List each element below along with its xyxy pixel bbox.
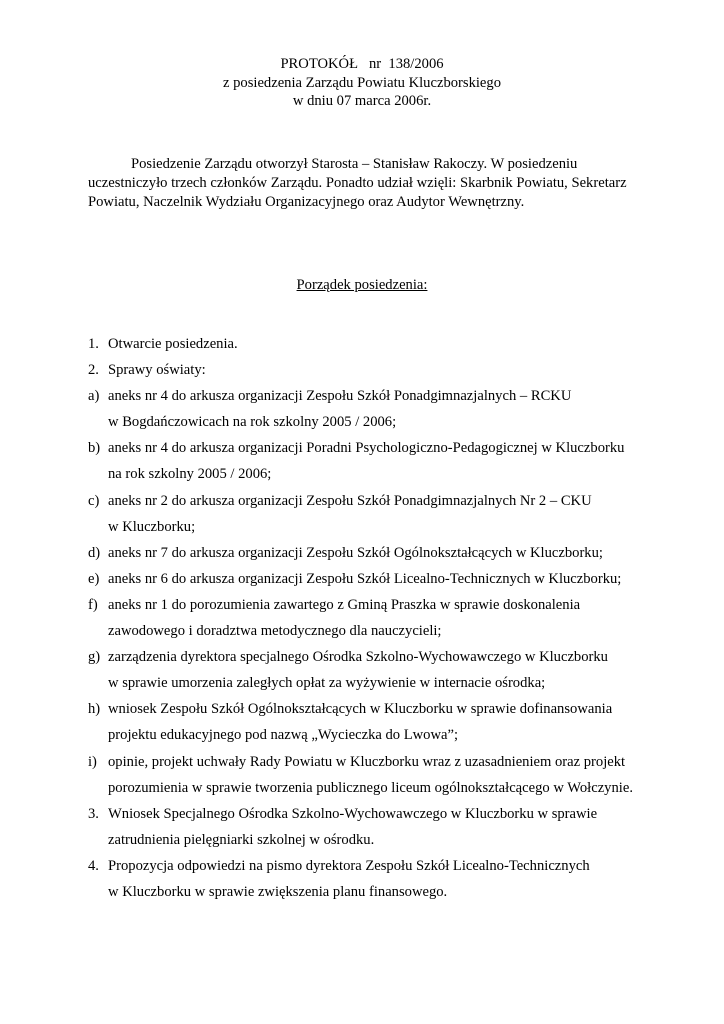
agenda-item	[88, 383, 668, 435]
agenda-item-line: zarządzenia dyrektora specjalnego Ośrodka Szkolno-Wychowawczego w Kluczborku	[108, 649, 608, 666]
agenda-item	[88, 749, 668, 801]
protocol-number: PROTOKÓŁ nr 138/2006	[280, 56, 444, 72]
agenda-item-marker: i)	[88, 753, 97, 770]
document-header	[0, 55, 724, 111]
agenda-item-marker: c)	[88, 492, 100, 509]
agenda-item-text	[88, 383, 668, 435]
agenda-item	[88, 566, 668, 592]
agenda-item-marker: 1.	[88, 336, 99, 352]
agenda-item-line: na rok szkolny 2005 / 2006;	[108, 466, 272, 483]
intro-line: uczestniczyło trzech członków Zarządu. Ponadto udział wzięli: Skarbnik Powiatu, Sekretarz	[88, 175, 627, 191]
agenda-item	[88, 696, 668, 748]
agenda-item-marker: d)	[88, 544, 101, 561]
agenda-item-text	[88, 592, 668, 644]
agenda-item-line: w Kluczborku;	[108, 518, 196, 535]
agenda-item	[88, 853, 668, 905]
agenda-item-line: Wniosek Specjalnego Ośrodka Szkolno-Wychowawczego w Kluczborku w sprawie	[108, 805, 598, 822]
agenda-item-line: aneks nr 7 do arkusza organizacji Zespołu Szkół Ogólnokształcących w Kluczborku;	[108, 544, 603, 561]
agenda-item-line: projektu edukacyjnego pod nazwą „Wycieczka do Lwowa”;	[108, 727, 459, 744]
agenda-item-text	[88, 853, 668, 905]
agenda-item-text	[88, 696, 668, 748]
agenda-item-marker: b)	[88, 440, 101, 457]
agenda-item-marker: f)	[88, 596, 98, 613]
agenda-item-marker: a)	[88, 388, 100, 405]
agenda-title	[0, 276, 724, 294]
agenda-item-line: aneks nr 4 do arkusza organizacji Zespołu Szkół Ponadgimnazjalnych – RCKU	[108, 388, 572, 405]
agenda-item-text	[88, 331, 668, 357]
agenda-item-line: aneks nr 1 do porozumienia zawartego z Gminą Praszka w sprawie doskonalenia	[108, 596, 581, 613]
agenda-item-line: aneks nr 2 do arkusza organizacji Zespołu Szkół Ponadgimnazjalnych Nr 2 – CKU	[108, 492, 592, 509]
agenda-item-marker: e)	[88, 570, 100, 587]
agenda-item-text	[88, 749, 668, 801]
meeting-description: z posiedzenia Zarządu Powiatu Kluczborskiego	[223, 74, 501, 91]
agenda-item-line: Propozycja odpowiedzi na pismo dyrektora Zespołu Szkół Licealno-Technicznych	[108, 857, 590, 874]
agenda-item-text	[88, 801, 668, 853]
agenda-item-marker: 4.	[88, 857, 99, 874]
agenda-item-line: w Bogdańczowicach na rok szkolny 2005 / 2006;	[108, 414, 397, 431]
agenda-item	[88, 801, 668, 853]
agenda-item-text	[88, 435, 668, 487]
agenda-item	[88, 592, 668, 644]
intro-line: Posiedzenie Zarządu otworzył Starosta – Stanisław Rakoczy. W posiedzeniu	[131, 156, 578, 172]
agenda-item-line: wniosek Zespołu Szkół Ogólnokształcących w Kluczborku w sprawie dofinansowania	[108, 701, 613, 718]
agenda-item-line: w sprawie umorzenia zaległych opłat za wyżywienie w internacie ośrodka;	[108, 675, 546, 692]
agenda-item-line: zawodowego i doradztwa metodycznego dla nauczycieli;	[108, 623, 442, 640]
agenda-item-line: opinie, projekt uchwały Rady Powiatu w Kluczborku wraz z uzasadnieniem oraz projekt	[108, 753, 626, 770]
agenda-item-line: w Kluczborku w sprawie zwiększenia planu finansowego.	[108, 883, 448, 900]
agenda-item-line: aneks nr 6 do arkusza organizacji Zespołu Szkół Licealno-Technicznych w Kluczborku;	[108, 570, 622, 587]
agenda-item-marker: g)	[88, 649, 101, 666]
agenda-list	[88, 331, 668, 905]
agenda-item	[88, 357, 668, 383]
agenda-item	[88, 540, 668, 566]
meeting-date: w dniu 07 marca 2006r.	[292, 93, 432, 109]
agenda-item-marker: 2.	[88, 362, 99, 379]
intro-paragraph	[88, 155, 648, 212]
agenda-item	[88, 331, 668, 357]
agenda-title-text: Porządek posiedzenia:	[296, 277, 428, 293]
agenda-item-line: zatrudnienia pielęgniarki szkolnej w ośrodku.	[108, 831, 375, 848]
agenda-item-line: Otwarcie posiedzenia.	[108, 336, 238, 352]
agenda-item-line: aneks nr 4 do arkusza organizacji Poradni Psychologiczno-Pedagogicznej w Kluczborku	[108, 440, 625, 457]
agenda-item-line: Sprawy oświaty:	[108, 362, 206, 379]
agenda-item-marker: 3.	[88, 805, 99, 822]
agenda-item	[88, 644, 668, 696]
agenda-item	[88, 435, 668, 487]
agenda-item-marker: h)	[88, 701, 101, 718]
agenda-item-line: porozumienia w sprawie tworzenia publicznego liceum ogólnokształcącego w Wołczynie.	[108, 779, 633, 796]
agenda-item-text	[88, 644, 668, 696]
intro-line: Powiatu, Naczelnik Wydziału Organizacyjnego oraz Audytor Wewnętrzny.	[88, 194, 525, 210]
agenda-item-text	[88, 488, 668, 540]
agenda-item-text	[88, 357, 668, 383]
agenda-item-text	[88, 566, 668, 592]
agenda-item-text	[88, 540, 668, 566]
agenda-item	[88, 488, 668, 540]
